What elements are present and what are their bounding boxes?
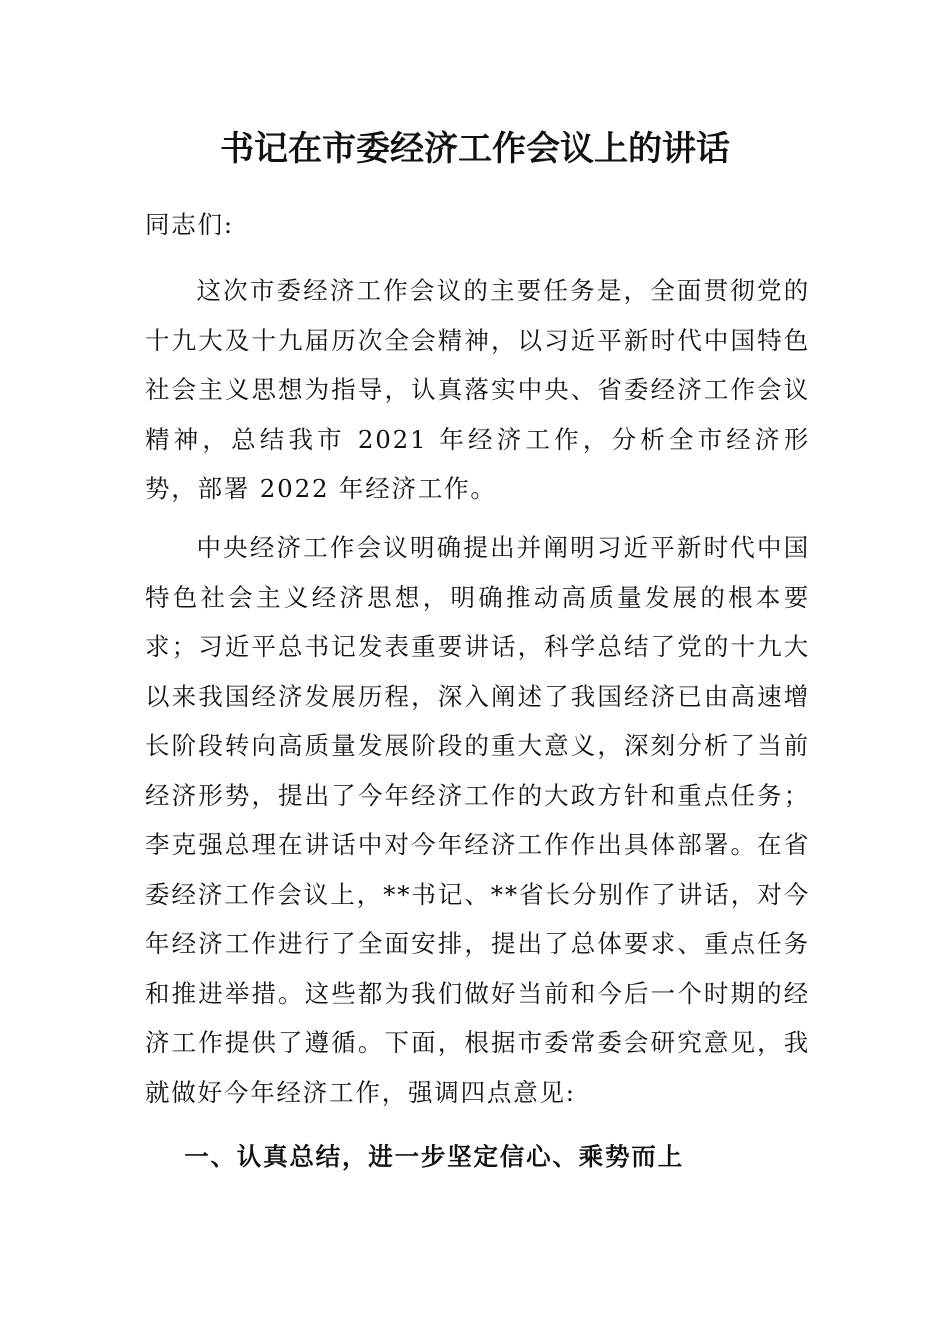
paragraph-1: 这次市委经济工作会议的主要任务是，全面贯彻党的十九大及十九届历次全会精神，以习近平新时代中国特色社会主义思想为指导，认真落实中央、省委经济工作会议精神，总结我市 2021 年经济工作，分析全市经济形势，部署 2022 年经济工作。 [145,276,810,503]
document-title: 书记在市委经济工作会议上的讲话 [220,129,730,169]
section-heading-1: 一、认真总结，进一步坚定信心、乘势而上 [184,1142,684,1171]
greeting: 同志们: [145,210,234,239]
paragraph-2: 中央经济工作会议明确提出并阐明习近平新时代中国特色社会主义经济思想，明确推动高质量发展的根本要求；习近平总书记发表重要讲话，科学总结了党的十九大以来我国经济发展历程，深入阐述了我国经济已由高速增长阶段转向高质量发展阶段的重大意义，深刻分析了当前经济形势，提出了今年经济工作的大政方针和重点任务；李克强总理在讲话中对今年经济工作作出具体部署。在省委经济工作会议上，**书记、**省长分别作了讲话，对今年经济工作进行了全面安排，提出了总体要求、重点任务和推进举措。这些都为我们做好当前和今后一个时期的经济工作提供了遵循。下面，根据市委常委会研究意见，我就做好今年经济工作，强调四点意见: [145,533,810,1107]
